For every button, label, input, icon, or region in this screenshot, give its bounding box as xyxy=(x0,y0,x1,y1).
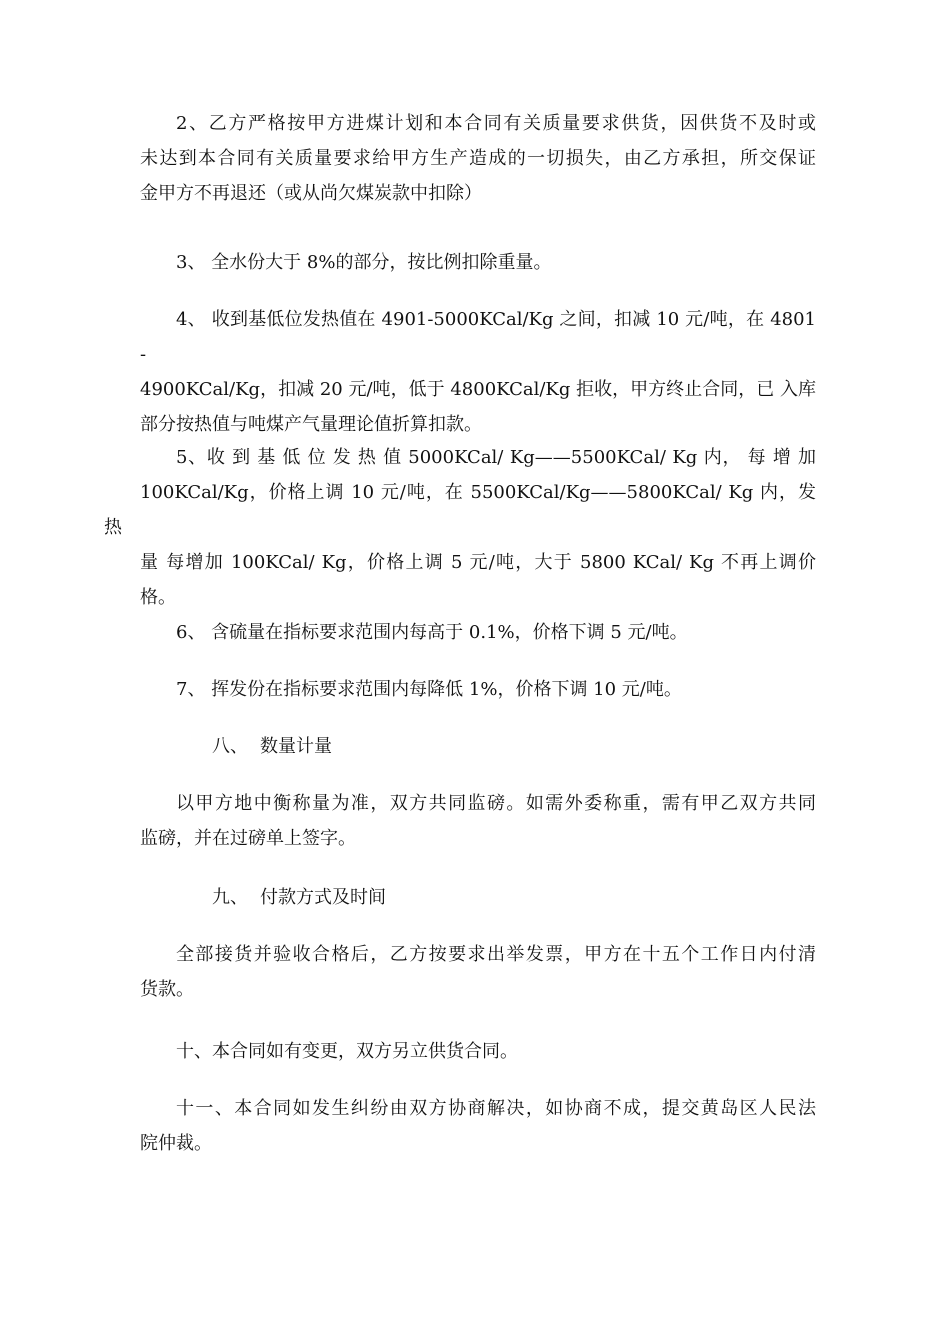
text-line: 院仲裁。 xyxy=(140,1133,212,1154)
section-title: 数量计量 xyxy=(260,736,332,757)
text-line: 量 每增加 100KCal/ Kg，价格上调 5 元/吨，大于 5800 KCal/ Kg 不再上调价 xyxy=(140,552,816,573)
text-line: 4900KCal/Kg，扣减 20 元/吨，低于 4800KCal/Kg 拒收，甲方终止合同，已 入库 xyxy=(140,379,816,400)
section-11-paragraph xyxy=(140,1091,816,1161)
text-line: 格。 xyxy=(140,587,176,608)
section-number: 八、 xyxy=(212,736,248,757)
text-line: 4、 收到基低位发热值在 4901-5000KCal/Kg 之间，扣减 10 元/吨，在 4801- xyxy=(140,309,816,365)
clause-3-paragraph xyxy=(140,245,816,280)
text-line: 货款。 xyxy=(140,979,194,1000)
text-line: 3、 全水份大于 8%的部分，按比例扣除重量。 xyxy=(176,252,552,273)
clause-6-paragraph xyxy=(140,615,816,650)
text-line: 未达到本合同有关质量要求给甲方生产造成的一切损失，由乙方承担，所交保证 xyxy=(140,148,816,169)
text-line: 部分按热值与吨煤产气量理论值折算扣款。 xyxy=(140,414,482,435)
clause-4-paragraph xyxy=(140,302,816,442)
clause-2-paragraph xyxy=(140,106,816,211)
text-line: 金甲方不再退还（或从尚欠煤炭款中扣除） xyxy=(140,183,482,204)
section-9-paragraph xyxy=(140,937,816,1007)
text-line: 以甲方地中衡称量为准，双方共同监磅。如需外委称重，需有甲乙双方共同 xyxy=(176,793,816,814)
text-line: 7、 挥发份在指标要求范围内每降低 1%，价格下调 10 元/吨。 xyxy=(176,679,682,700)
section-number: 九、 xyxy=(212,887,248,908)
text-line: 5、收 到 基 低 位 发 热 值 5000KCal/ Kg——5500KCal/ Kg 内， 每 增 加 xyxy=(176,447,816,468)
text-line: 十一、本合同如发生纠纷由双方协商解决，如协商不成，提交黄岛区人民法 xyxy=(176,1098,816,1119)
text-line: 监磅，并在过磅单上签字。 xyxy=(140,828,356,849)
section-8-paragraph xyxy=(140,786,816,856)
text-line: 十、本合同如有变更，双方另立供货合同。 xyxy=(176,1041,518,1062)
section-title: 付款方式及时间 xyxy=(260,887,386,908)
text-line: 全部接货并验收合格后，乙方按要求出举发票，甲方在十五个工作日内付清 xyxy=(176,944,816,965)
text-line: 100KCal/Kg，价格上调 10 元/吨，在 5500KCal/Kg——5800KCal/ Kg 内，发热 xyxy=(104,482,816,538)
section-10-paragraph xyxy=(140,1034,816,1069)
text-line: 2、乙方严格按甲方进煤计划和本合同有关质量要求供货，因供货不及时或 xyxy=(176,113,816,134)
section-8-heading xyxy=(140,729,816,764)
clause-7-paragraph xyxy=(140,672,816,707)
text-line: 6、 含硫量在指标要求范围内每高于 0.1%，价格下调 5 元/吨。 xyxy=(176,622,688,643)
clause-5-paragraph xyxy=(104,440,816,615)
section-9-heading xyxy=(140,880,816,915)
